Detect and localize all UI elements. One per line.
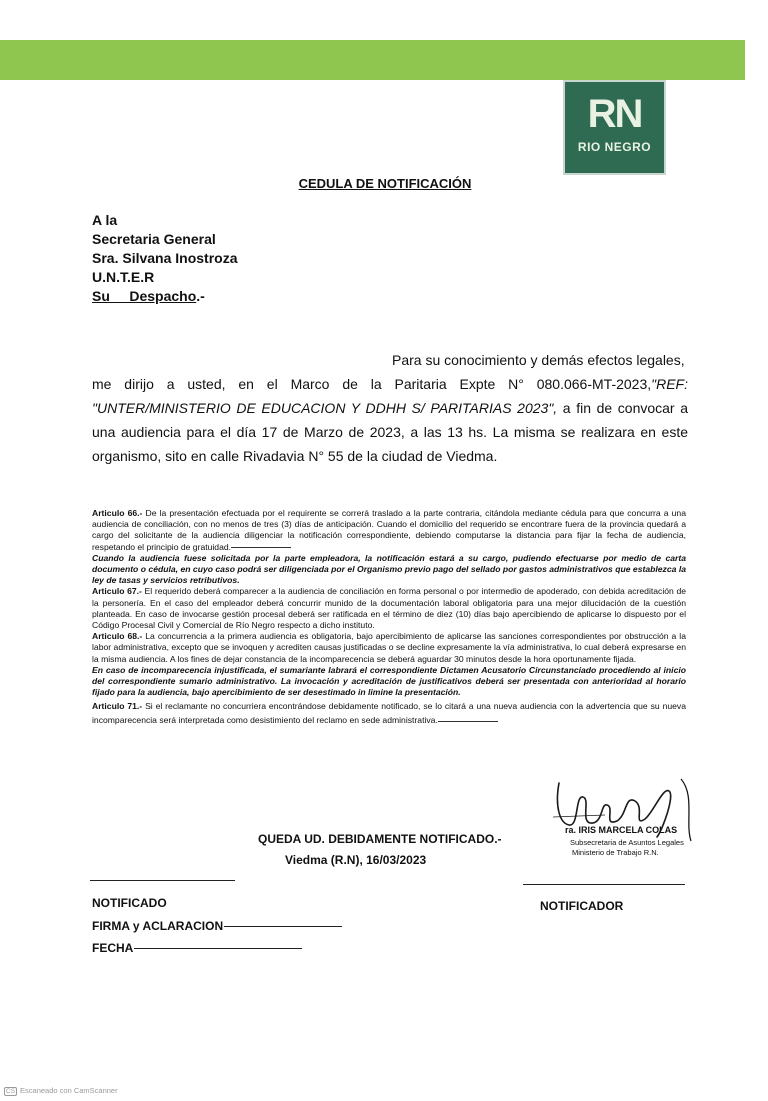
recipient-despacho: Su Despacho	[92, 288, 197, 304]
recipient-line: Secretaria General	[92, 231, 216, 247]
scanner-watermark	[4, 1086, 118, 1096]
body-text-b: a fin de convocar a una audiencia para el día 17 de Marzo de 2023, a las 13 hs. La misma se realizara en este organismo, sito en calle Rivadavia N° 55 de la ciudad de Viedma.	[92, 400, 688, 464]
article-text: Si el reclamante no concurriera encontrándose debidamente notificado, se lo citará a una nueva audiencia con la advertencia que su nueva incomparecencia será interpretada como desistimiento del reclamo en sede administrativa.	[92, 701, 686, 726]
article-text: El requerido deberá comparecer a la audiencia de conciliación en forma personal o por intermedio de apoderado, con debida acreditación de la personería. En el caso del empleador deberá concurrir munido de la documentación laboral obligatoria para una mejor dilucidación de la cuestión planteada. En caso de invocarse gestión procesal deberá ser ratificada en el término de diez (10) días bajo apercibiendo de aplicarse lo dispuesto por el Código Procesal Civil y Comercial de Río Negro respecto a dicho instituto.	[92, 586, 686, 631]
recipient-line: A la	[92, 212, 118, 228]
firma-label-text: FIRMA y ACLARACION	[92, 919, 224, 933]
article-68-italic: En caso de incomparecencia injustificada, el sumariante labrará el correspondiente Dictamen Acusatorio Circunstanciado procediendo al inicio del correspondiente sumario administrativo. La invocación y acreditación de justificativos deberá ser presentada con anterioridad al horario fijado para la audiencia, bajo apercibimiento de ser desestimado in limine la presentación.	[92, 664, 686, 698]
logo-text: RIO NEGRO	[577, 140, 652, 154]
articles-block	[92, 508, 686, 727]
recipient-suffix: .-	[196, 288, 205, 304]
rio-negro-logo	[563, 80, 666, 175]
camscanner-icon: CS	[6, 1088, 16, 1095]
notificador-label: NOTIFICADOR	[540, 899, 624, 913]
signature-line-notificado	[90, 880, 235, 881]
firma-label	[92, 919, 342, 933]
signer-title: Subsecretaria de Asuntos Legales	[570, 838, 684, 847]
fill-line	[438, 720, 498, 722]
fecha-label	[92, 941, 302, 955]
fill-line	[231, 546, 291, 548]
fecha-fill-line	[134, 948, 302, 949]
signature-line-notificador	[523, 884, 685, 885]
article-67	[92, 586, 686, 631]
body-text-a: me dirijo a usted, en el Marco de la Paritaria Expte N° 080.066-MT-2023,	[92, 376, 652, 392]
notificado-label: NOTIFICADO	[92, 896, 167, 910]
body-ref: "REF: "UNTER/MINISTERIO DE EDUCACION Y DDHH S/ PARITARIAS 2023",	[92, 376, 688, 416]
article-label: Articulo 71.-	[92, 701, 143, 712]
body-indent-line: Para su conocimiento y demás efectos legales,	[392, 352, 685, 368]
recipient-block	[92, 211, 238, 306]
notified-statement: QUEDA UD. DEBIDAMENTE NOTIFICADO.-	[258, 832, 502, 846]
article-66	[92, 508, 686, 553]
document-title: CEDULA DE NOTIFICACIÓN	[298, 176, 472, 191]
signer-name: ra. IRIS MARCELA COLAS	[565, 825, 678, 835]
header-accent-bar	[0, 40, 745, 80]
article-text: De la presentación efectuada por el requirente se correrá traslado a la parte contraria, citándola mediante cédula para que concurra a una audiencia de conciliación, con no menos de tres (3) días de anticipación. Cuando el domicilio del requerido se encontrare fuera de la provincia quedará a cargo del solicitante de la audiencia diligenciar la notificación correspondiente, debiendo computarse la distancia para fijar la fecha de audiencia, respetando el principio de gratuidad.	[92, 508, 686, 552]
firma-fill-line	[224, 926, 342, 927]
article-66-italic: Cuando la audiencia fuese solicitada por la parte empleadora, la notificación estará a su cargo, pudiendo efectuarse por medio de carta documento o cédula, en cuyo caso podrá ser diligenciada por el Organismo previo pago del sellado por gastos administrativos que establezca la ley de tasas y servicios retributivos.	[92, 552, 686, 586]
place-date: Viedma (R.N), 16/03/2023	[285, 853, 427, 867]
signer-ministry: Ministerio de Trabajo R.N.	[572, 848, 659, 857]
body-paragraph	[92, 348, 688, 468]
scanner-text: Escaneado con CamScanner	[20, 1086, 118, 1095]
fecha-label-text: FECHA	[92, 941, 134, 955]
article-label: Articulo 68.-	[92, 631, 143, 642]
article-71	[92, 699, 686, 727]
recipient-line: U.N.T.E.R	[92, 269, 155, 285]
article-68	[92, 631, 686, 665]
recipient-line: Sra. Silvana Inostroza	[92, 250, 238, 266]
article-label: Articulo 66.-	[92, 508, 143, 518]
logo-mark: RN	[587, 92, 642, 136]
article-label: Articulo 67.-	[92, 586, 142, 597]
body-main	[92, 372, 688, 468]
article-text: La concurrencia a la primera audiencia es obligatoria, bajo apercibimiento de aplicarse las sanciones correspondientes por obstrucción a la labor administrativa, excepto que se invoquen y acrediten causas justificadas o se decline expresamente la vía administrativa, lo cual deberá expresarse en la misma audiencia. A los fines de dejar constancia de la incomparecencia se deberá aguardar 30 minutos desde la hora oportunamente fijada.	[92, 631, 686, 664]
recipient-line	[92, 287, 238, 306]
